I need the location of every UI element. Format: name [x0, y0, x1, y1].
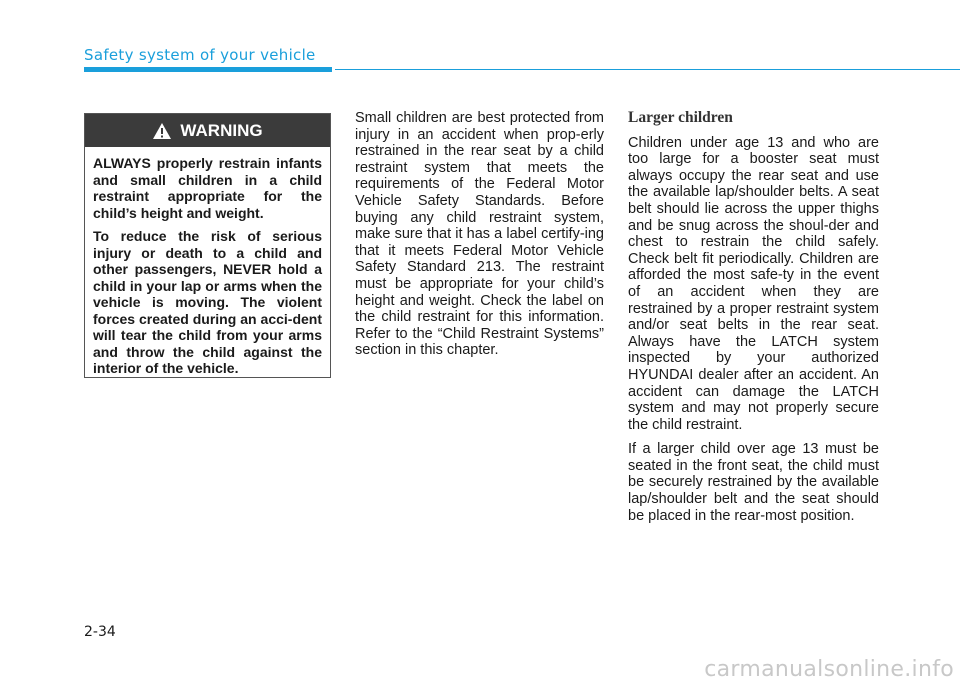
body-paragraph: If a larger child over age 13 must be seated in the front seat, the child must be securely restrained by the available lap/shoulder belt and the seat should be placed in the rear-most position.: [628, 441, 879, 524]
watermark: carmanualsonline.info: [704, 657, 954, 682]
warning-box: [84, 113, 331, 378]
warning-title: WARNING: [180, 120, 263, 140]
header-rule-thin: [335, 69, 960, 70]
header-rule-thick: [84, 67, 332, 72]
right-column: [628, 110, 879, 532]
warning-header: [85, 114, 330, 147]
body-paragraph: Children under age 13 and who are too large for a booster seat must always occupy the rear seat and use the available lap/shoulder belts. A seat belt should lie across the upper thighs and be snug across the shoul-der and chest to restrain the child safely. Check belt fit periodically. Children are afforded the most safe-ty in the event of an accident when they are restrained by a proper restraint system and/or seat belts in the rear seat. Always have the LATCH system inspected by your authorized HYUNDAI dealer after an accident. An accident can damage the LATCH system and may not properly secure the child restraint.: [628, 134, 879, 433]
warning-paragraph: To reduce the risk of serious injury or death to a child and other passengers, NEVER hold a child in your lap or arms when the vehicle is moving. The violent forces created during an acci-dent will tear the child from your arms and throw the child against the interior of the vehicle.: [93, 228, 322, 376]
warning-triangle-icon: [152, 122, 172, 140]
middle-column: [355, 110, 604, 367]
section-heading: Larger children: [628, 109, 733, 126]
warning-body: [85, 147, 330, 377]
page-number: 2-34: [84, 624, 116, 640]
warning-paragraph: ALWAYS properly restrain infants and small children in a child restraint appropriate for the child’s height and weight.: [93, 155, 322, 221]
section-title: Safety system of your vehicle: [84, 46, 316, 64]
body-paragraph: Small children are best protected from injury in an accident when prop-erly restrained in the rear seat by a child restraint system that meets the requirements of the Federal Motor Vehicle Safety Standards. Before buying any child restraint system, make sure that it has a label certify-ing that it meets Federal Motor Vehicle Safety Standard 213. The restraint must be appropriate for your child’s height and weight. Check the label on the child restraint for this information. Refer to the “Child Restraint Systems” section in this chapter.: [355, 110, 604, 359]
